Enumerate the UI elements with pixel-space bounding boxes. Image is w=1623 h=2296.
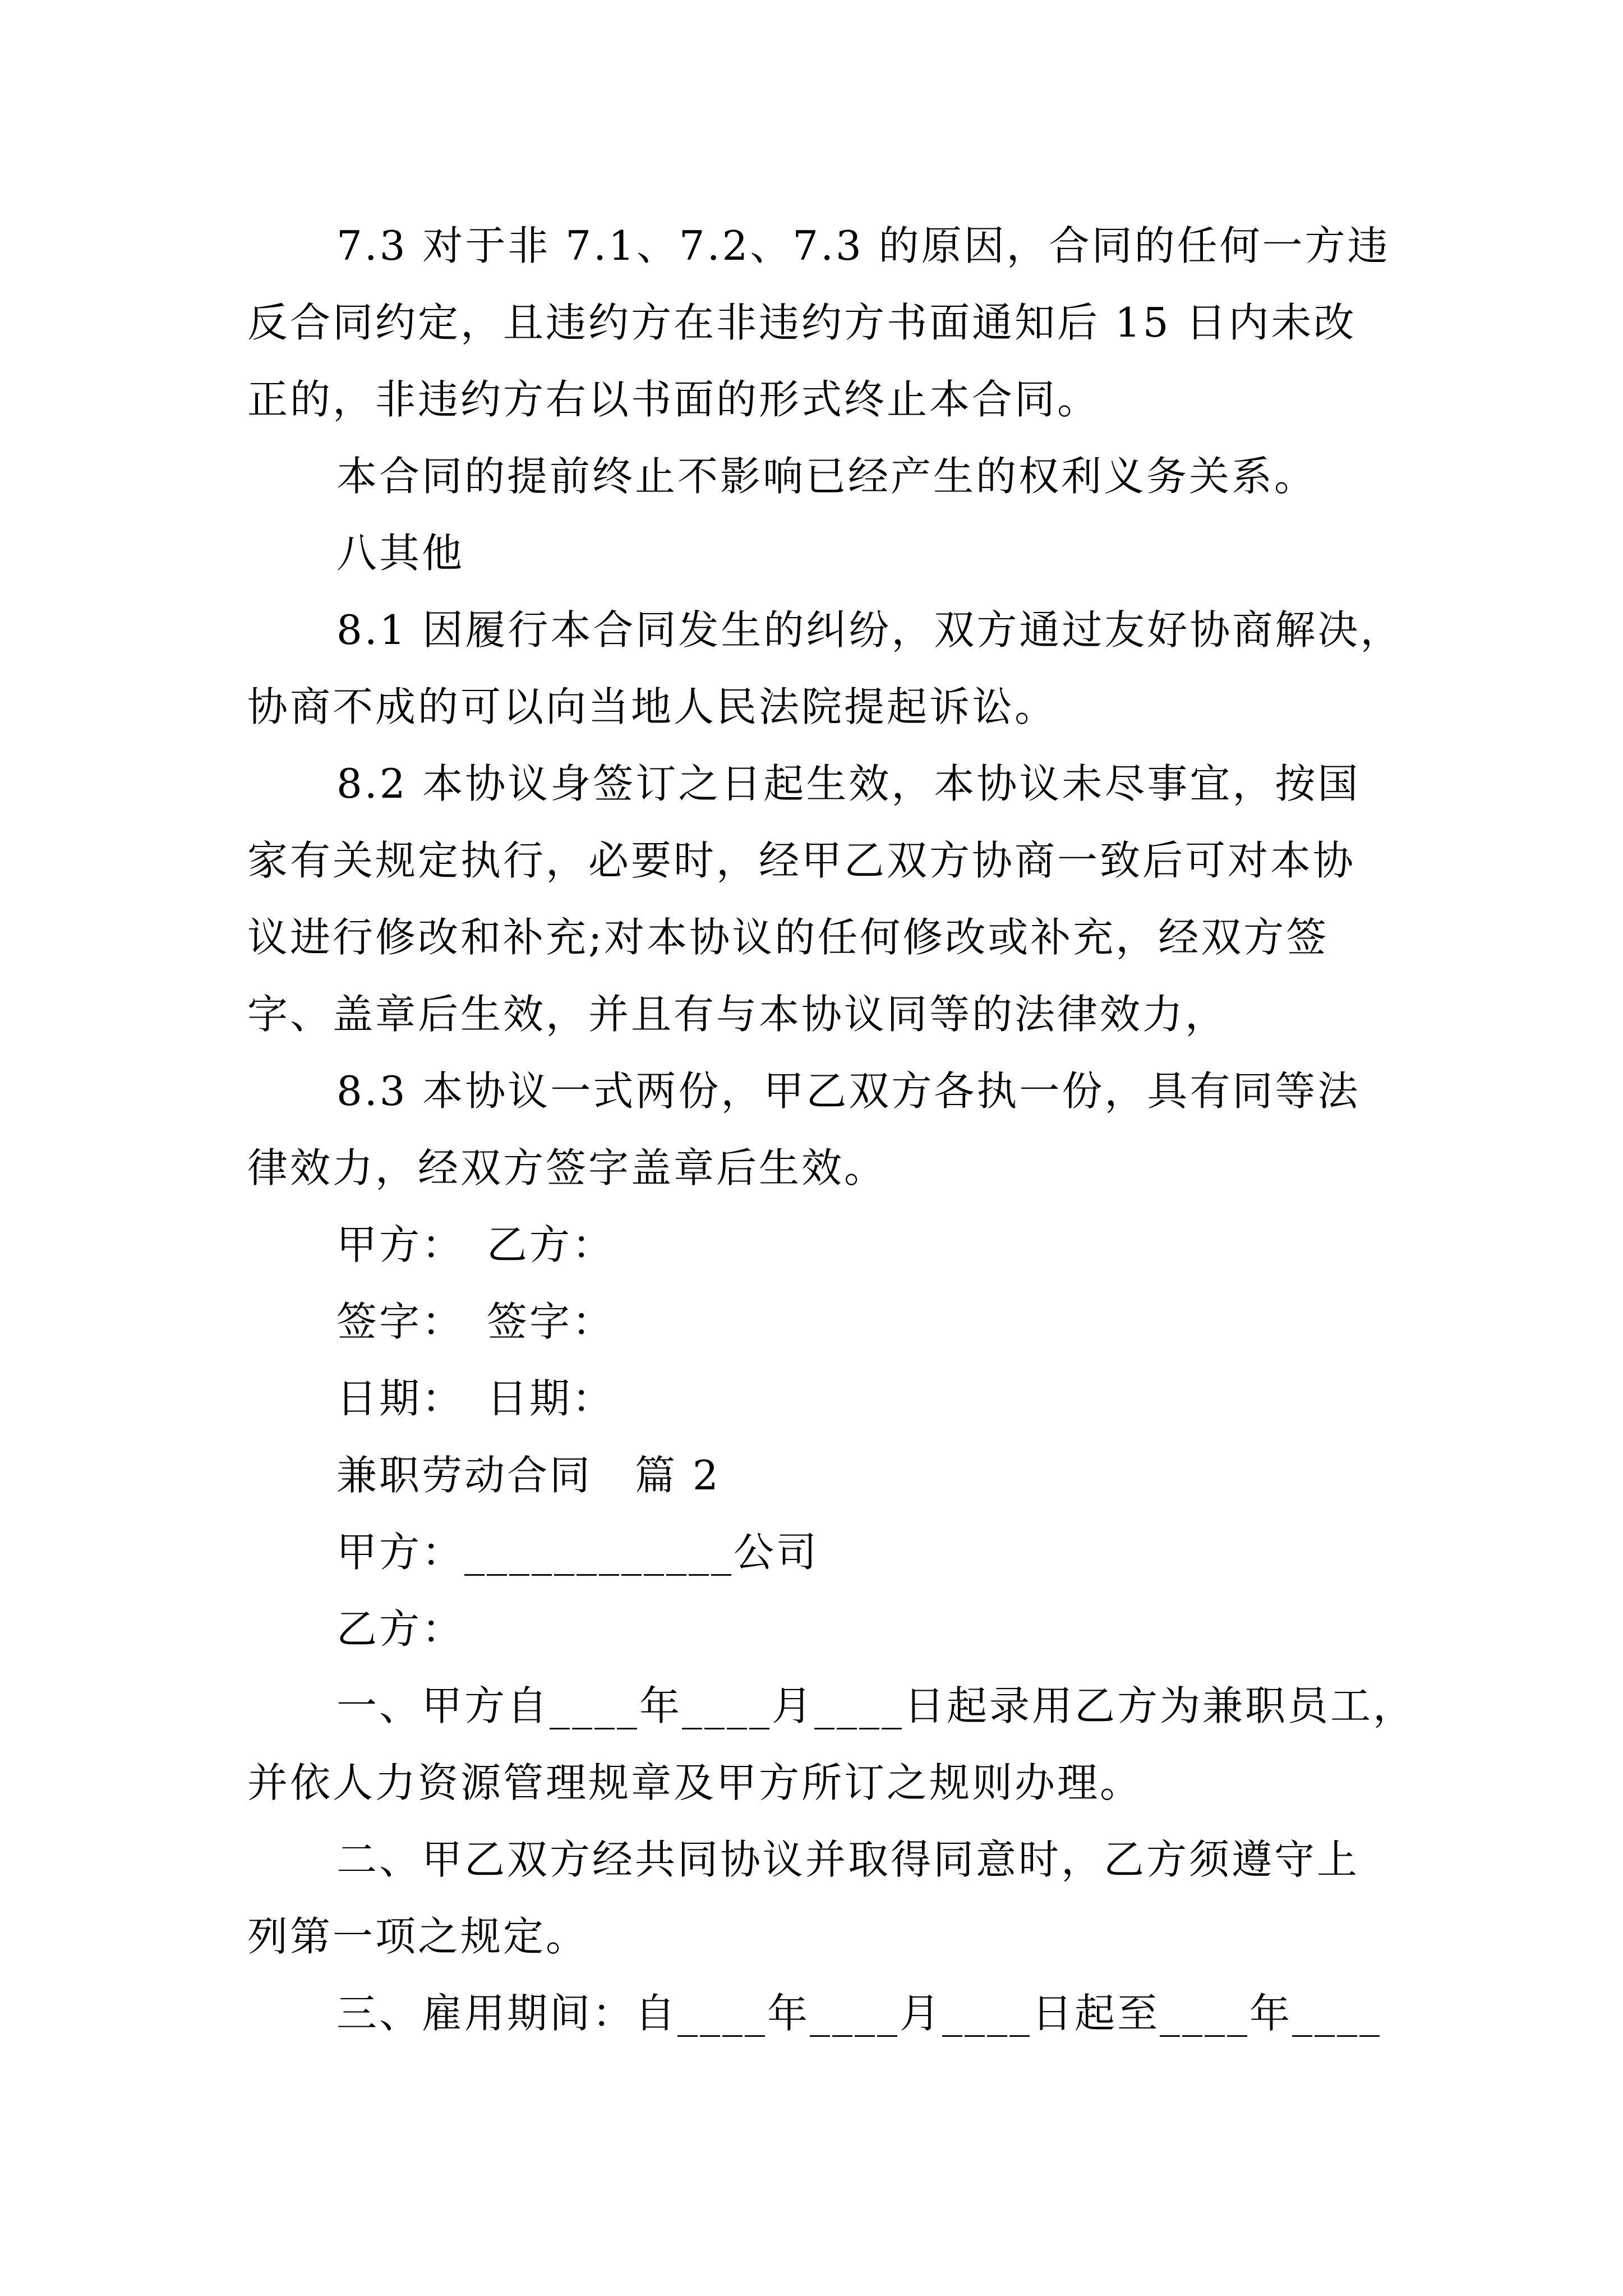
signature-labels: 签字： 签字： bbox=[336, 1298, 615, 1345]
clause-8-1-line-1: 8.1 因履行本合同发生的纠纷，双方通过友好协商解决， bbox=[336, 606, 1403, 654]
section-8-heading: 八其他 bbox=[336, 530, 465, 577]
article-1-line-2: 并依人力资源管理规章及甲方所订之规则办理。 bbox=[247, 1759, 1143, 1806]
clause-8-3-line-2: 律效力，经双方签字盖章后生效。 bbox=[247, 1144, 887, 1191]
party-b-label: 乙方： bbox=[336, 1605, 465, 1653]
article-3-line-1: 三、雇用期间：自____年____月____日起至____年____ bbox=[336, 1990, 1382, 2037]
clause-7-3-line-2: 反合同约定，且违约方在非违约方书面通知后 15 日内未改 bbox=[247, 299, 1357, 346]
clause-8-2-line-4: 字、盖章后生效，并且有与本协议同等的法律效力， bbox=[247, 991, 1228, 1038]
clause-7-3-line-1: 7.3 对于非 7.1、7.2、7.3 的原因，合同的任何一方违 bbox=[336, 222, 1390, 269]
clause-8-1-line-2: 协商不成的可以向当地人民法院提起诉讼。 bbox=[247, 683, 1058, 730]
clause-8-2-line-1: 8.2 本协议身签订之日起生效，本协议未尽事宜，按国 bbox=[336, 760, 1361, 807]
clause-8-3-line-1: 8.3 本协议一式两份，甲乙双方各执一份，具有同等法 bbox=[336, 1068, 1361, 1115]
article-2-line-2: 列第一项之规定。 bbox=[247, 1913, 589, 1960]
termination-note: 本合同的提前终止不影响已经产生的权利义务关系。 bbox=[336, 453, 1317, 500]
clause-8-2-line-2: 家有关规定执行，必要时，经甲乙双方协商一致后可对本协 bbox=[247, 837, 1356, 884]
clause-8-2-line-3: 议进行修改和补充;对本协议的任何修改或补充，经双方签 bbox=[247, 914, 1329, 961]
contract-2-title: 兼职劳动合同 篇 2 bbox=[336, 1452, 721, 1499]
clause-7-3-line-3: 正的，非违约方右以书面的形式终止本合同。 bbox=[247, 376, 1100, 423]
date-labels: 日期： 日期： bbox=[336, 1375, 615, 1422]
party-labels: 甲方： 乙方： bbox=[336, 1221, 615, 1268]
party-a-company: 甲方：____________公司 bbox=[336, 1529, 819, 1576]
article-1-line-1: 一、甲方自____年____月____日起录用乙方为兼职员工， bbox=[336, 1682, 1416, 1729]
article-2-line-1: 二、甲乙双方经共同协议并取得同意时，乙方须遵守上 bbox=[336, 1836, 1360, 1883]
